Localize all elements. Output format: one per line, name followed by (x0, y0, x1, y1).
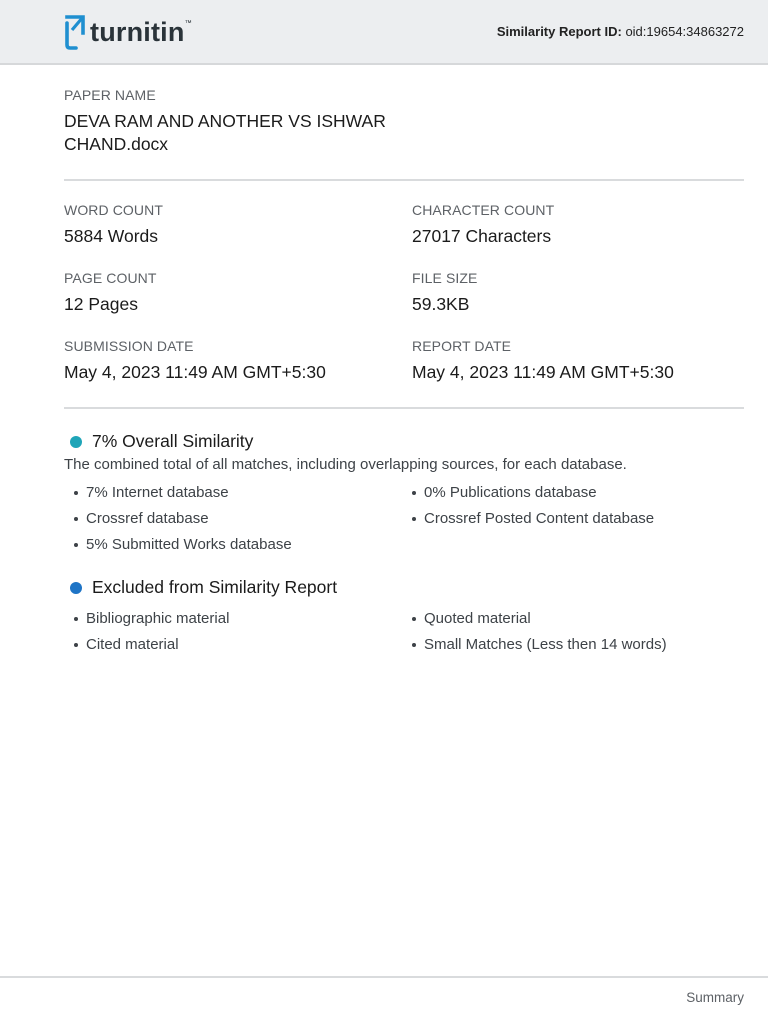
character-count-value: 27017 Characters (412, 226, 552, 246)
report-header (0, 0, 768, 65)
similarity-databases-left (74, 480, 292, 558)
overall-similarity-title: 7% Overall Similarity (92, 431, 254, 451)
bullet-icon (74, 643, 78, 647)
bullet-icon (412, 617, 416, 621)
character-count-block (412, 202, 554, 247)
logo-wordmark: turnitin (90, 17, 185, 47)
similarity-report-id (497, 24, 744, 39)
list-item (74, 480, 292, 506)
character-count-label: CHARACTER COUNT (412, 202, 555, 218)
bullet-icon (74, 617, 78, 621)
report-id-label: Similarity Report ID: (496, 24, 622, 39)
list-item (412, 632, 667, 658)
report-date-block (412, 338, 674, 383)
list-item (74, 532, 292, 558)
list-item-text: Crossref database (86, 510, 209, 527)
bullet-icon (412, 517, 416, 521)
report-date-value: May 4, 2023 11:49 AM GMT+5:30 (412, 362, 674, 382)
page-count-block (64, 270, 157, 315)
word-count-value: 5884 Words (64, 226, 159, 246)
footer-summary-label: Summary (686, 990, 744, 1005)
bullet-icon (74, 491, 78, 495)
file-size-block (412, 270, 477, 315)
excluded-dot-icon (70, 582, 82, 594)
excluded-items-left (74, 606, 229, 658)
list-item-text: 0% Publications database (424, 484, 597, 501)
excluded-items-right (412, 606, 667, 658)
bullet-icon (412, 491, 416, 495)
list-item (412, 606, 667, 632)
logo-trademark: ™ (184, 20, 192, 27)
turnitin-logo-icon (63, 14, 87, 50)
paper-name-label: PAPER NAME (64, 87, 156, 103)
submission-date-label: SUBMISSION DATE (64, 338, 194, 354)
page-count-label: PAGE COUNT (64, 270, 157, 286)
file-size-value: 59.3KB (412, 294, 470, 314)
list-item (412, 480, 654, 506)
bullet-icon (412, 643, 416, 647)
list-item-text: Quoted material (424, 610, 531, 627)
divider (64, 407, 744, 409)
excluded-heading (70, 577, 337, 598)
submission-date-block (64, 338, 326, 383)
report-date-label: REPORT DATE (412, 338, 512, 354)
overall-similarity-heading (70, 431, 253, 452)
list-item (412, 506, 654, 532)
bullet-icon (74, 517, 78, 521)
similarity-description: The combined total of all matches, including overlapping sources, for each database. (64, 456, 627, 473)
list-item-text: Bibliographic material (86, 610, 230, 627)
similarity-databases-right (412, 480, 654, 532)
list-item-text: 7% Internet database (86, 484, 229, 501)
page-count-value: 12 Pages (64, 294, 138, 314)
list-item (74, 632, 229, 658)
word-count-label: WORD COUNT (64, 202, 163, 218)
file-size-label: FILE SIZE (412, 270, 478, 286)
divider (64, 179, 744, 181)
footer-divider (0, 976, 768, 978)
list-item-text: Crossref Posted Content database (424, 510, 655, 527)
paper-name-value: DEVA RAM AND ANOTHER VS ISHWAR CHAND.docx (64, 111, 386, 154)
bullet-icon (74, 543, 78, 547)
similarity-dot-icon (70, 436, 82, 448)
list-item (74, 606, 229, 632)
turnitin-logo (63, 14, 192, 50)
submission-date-value: May 4, 2023 11:49 AM GMT+5:30 (64, 362, 326, 382)
list-item-text: Small Matches (Less then 14 words) (424, 636, 667, 653)
list-item-text: Cited material (86, 636, 179, 653)
excluded-title: Excluded from Similarity Report (92, 577, 338, 597)
word-count-block (64, 202, 163, 247)
list-item-text: 5% Submitted Works database (86, 536, 292, 553)
report-id-value: oid:19654:34863272 (625, 24, 744, 39)
list-item (74, 506, 292, 532)
